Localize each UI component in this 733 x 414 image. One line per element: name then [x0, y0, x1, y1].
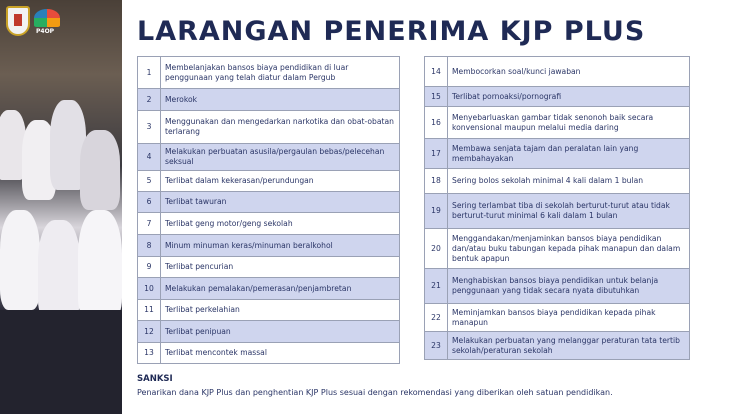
item-number: 4	[138, 144, 161, 171]
table-row	[425, 139, 690, 169]
item-number: 18	[425, 169, 448, 194]
table-row	[138, 213, 400, 235]
item-text: Melakukan perbuatan yang melanggar peraturan tata tertib sekolah/peraturan sekolah	[448, 332, 690, 360]
item-number: 6	[138, 192, 161, 213]
table-row	[138, 57, 400, 89]
table-row	[138, 300, 400, 321]
prohibitions-table-right	[424, 56, 690, 360]
item-number: 16	[425, 107, 448, 139]
item-number: 12	[138, 321, 161, 343]
item-number: 14	[425, 57, 448, 87]
table-row	[138, 343, 400, 364]
table-row	[138, 278, 400, 300]
prohibitions-table-left	[137, 56, 400, 364]
table-row	[425, 229, 690, 269]
logo-text: P4OP	[36, 28, 55, 35]
page-title: LARANGAN PENERIMA KJP PLUS	[137, 16, 646, 47]
sanksi-text: Penarikan dana KJP Plus dan penghentian KJP Plus sesuai dengan rekomendasi yang diberikan oleh satuan pendidikan.	[137, 388, 613, 397]
table-row	[138, 144, 400, 171]
table-row	[138, 235, 400, 257]
table-row	[425, 304, 690, 332]
table-row	[138, 111, 400, 144]
table-row	[138, 89, 400, 111]
item-number: 13	[138, 343, 161, 364]
item-text: Membawa senjata tajam dan peralatan lain yang membahayakan	[448, 139, 690, 169]
item-text: Menghabiskan bansos biaya pendidikan untuk belanja penggunaan yang tidak secara nyata dibutuhkan	[448, 269, 690, 304]
item-text: Terlibat pornoaksi/pornografi	[448, 87, 690, 107]
item-number: 11	[138, 300, 161, 321]
item-number: 2	[138, 89, 161, 111]
item-number: 20	[425, 229, 448, 269]
item-text: Melakukan perbuatan asusila/pergaulan bebas/pelecehan seksual	[161, 144, 400, 171]
item-text: Membocorkan soal/kunci jawaban	[448, 57, 690, 87]
item-text: Meminjamkan bansos biaya pendidikan kepada pihak manapun	[448, 304, 690, 332]
item-text: Menggunakan dan mengedarkan narkotika dan obat-obatan terlarang	[161, 111, 400, 144]
item-text: Terlibat penipuan	[161, 321, 400, 343]
item-text: Membelanjakan bansos biaya pendidikan di luar penggunaan yang telah diatur dalam Pergub	[161, 57, 400, 89]
item-text: Terlibat perkelahian	[161, 300, 400, 321]
item-number: 15	[425, 87, 448, 107]
table-row	[138, 192, 400, 213]
p4op-logo-icon	[34, 9, 60, 27]
item-text: Terlibat mencontek massal	[161, 343, 400, 364]
item-text: Terlibat geng motor/geng sekolah	[161, 213, 400, 235]
sanksi-heading: SANKSI	[137, 374, 173, 384]
item-number: 1	[138, 57, 161, 89]
item-text: Terlibat pencurian	[161, 257, 400, 278]
item-text: Menggandakan/menjaminkan bansos biaya pendidikan dan/atau buku tabungan kepada pihak manapun dan dalam bentuk apapun	[448, 229, 690, 269]
table-row	[138, 171, 400, 192]
table-row	[425, 332, 690, 360]
table-row	[425, 269, 690, 304]
item-number: 8	[138, 235, 161, 257]
item-number: 10	[138, 278, 161, 300]
students-photo	[0, 0, 122, 414]
table-row	[425, 87, 690, 107]
item-text: Terlibat tawuran	[161, 192, 400, 213]
item-number: 19	[425, 194, 448, 229]
item-number: 3	[138, 111, 161, 144]
item-text: Terlibat dalam kekerasan/perundungan	[161, 171, 400, 192]
item-text: Merokok	[161, 89, 400, 111]
item-text: Sering terlambat tiba di sekolah berturut-turut atau tidak berturut-turut minimal 6 kali dalam 1 bulan	[448, 194, 690, 229]
item-text: Minum minuman keras/minuman beralkohol	[161, 235, 400, 257]
table-row	[425, 107, 690, 139]
item-text: Melakukan pemalakan/pemerasan/penjambretan	[161, 278, 400, 300]
item-number: 21	[425, 269, 448, 304]
item-number: 23	[425, 332, 448, 360]
table-row	[138, 321, 400, 343]
item-number: 17	[425, 139, 448, 169]
table-row	[138, 257, 400, 278]
table-row	[425, 194, 690, 229]
table-row	[425, 57, 690, 87]
item-number: 22	[425, 304, 448, 332]
table-row	[425, 169, 690, 194]
item-number: 7	[138, 213, 161, 235]
jakarta-emblem-icon	[6, 6, 30, 36]
item-number: 5	[138, 171, 161, 192]
item-text: Menyebarluaskan gambar tidak senonoh baik secara konvensional maupun melalui media daring	[448, 107, 690, 139]
item-number: 9	[138, 257, 161, 278]
item-text: Sering bolos sekolah minimal 4 kali dalam 1 bulan	[448, 169, 690, 194]
